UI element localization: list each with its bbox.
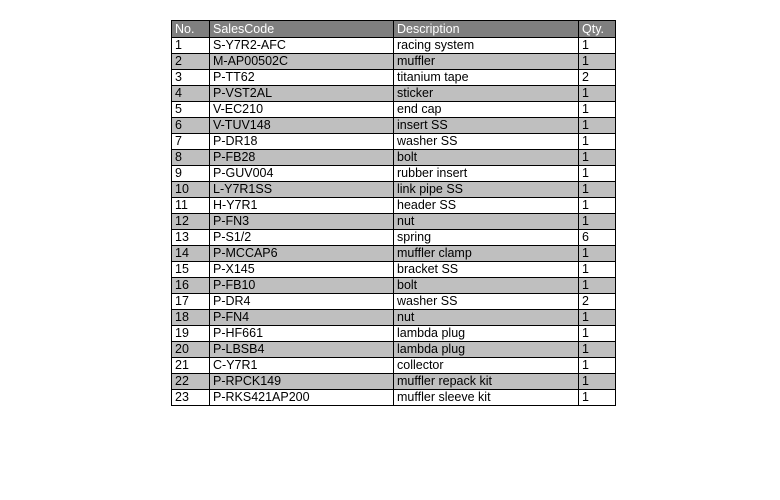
table-row bbox=[172, 358, 616, 374]
cell-salescode: P-LBSB4 bbox=[210, 342, 394, 358]
cell-description: nut bbox=[394, 214, 579, 230]
table-row bbox=[172, 150, 616, 166]
cell-no: 10 bbox=[172, 182, 210, 198]
cell-description: lambda plug bbox=[394, 326, 579, 342]
cell-description: bolt bbox=[394, 150, 579, 166]
cell-no: 1 bbox=[172, 38, 210, 54]
cell-qty: 1 bbox=[579, 262, 616, 278]
cell-qty: 1 bbox=[579, 166, 616, 182]
cell-description: washer SS bbox=[394, 134, 579, 150]
cell-no: 17 bbox=[172, 294, 210, 310]
cell-description: insert SS bbox=[394, 118, 579, 134]
table-row bbox=[172, 310, 616, 326]
cell-description: bracket SS bbox=[394, 262, 579, 278]
cell-salescode: P-FB10 bbox=[210, 278, 394, 294]
cell-no: 13 bbox=[172, 230, 210, 246]
cell-qty: 1 bbox=[579, 390, 616, 406]
cell-no: 14 bbox=[172, 246, 210, 262]
cell-qty: 2 bbox=[579, 294, 616, 310]
table-row bbox=[172, 342, 616, 358]
cell-description: muffler repack kit bbox=[394, 374, 579, 390]
cell-salescode: P-S1/2 bbox=[210, 230, 394, 246]
table-row bbox=[172, 182, 616, 198]
cell-description: collector bbox=[394, 358, 579, 374]
header-salescode: SalesCode bbox=[210, 21, 394, 38]
cell-qty: 1 bbox=[579, 54, 616, 70]
header-no: No. bbox=[172, 21, 210, 38]
table-body bbox=[172, 38, 616, 406]
cell-no: 2 bbox=[172, 54, 210, 70]
cell-no: 22 bbox=[172, 374, 210, 390]
cell-salescode: P-RPCK149 bbox=[210, 374, 394, 390]
cell-salescode: P-MCCAP6 bbox=[210, 246, 394, 262]
cell-description: sticker bbox=[394, 86, 579, 102]
table-row bbox=[172, 230, 616, 246]
cell-qty: 1 bbox=[579, 310, 616, 326]
cell-description: header SS bbox=[394, 198, 579, 214]
table-row bbox=[172, 86, 616, 102]
cell-description: muffler bbox=[394, 54, 579, 70]
table-row bbox=[172, 70, 616, 86]
cell-no: 4 bbox=[172, 86, 210, 102]
cell-salescode: P-FN4 bbox=[210, 310, 394, 326]
cell-description: muffler clamp bbox=[394, 246, 579, 262]
table-row bbox=[172, 166, 616, 182]
cell-qty: 1 bbox=[579, 358, 616, 374]
cell-no: 9 bbox=[172, 166, 210, 182]
cell-no: 21 bbox=[172, 358, 210, 374]
table-row bbox=[172, 54, 616, 70]
cell-salescode: P-GUV004 bbox=[210, 166, 394, 182]
cell-qty: 1 bbox=[579, 118, 616, 134]
table-row bbox=[172, 198, 616, 214]
cell-salescode: P-X145 bbox=[210, 262, 394, 278]
cell-description: nut bbox=[394, 310, 579, 326]
cell-no: 12 bbox=[172, 214, 210, 230]
cell-no: 8 bbox=[172, 150, 210, 166]
cell-no: 5 bbox=[172, 102, 210, 118]
cell-qty: 1 bbox=[579, 198, 616, 214]
cell-salescode: P-FB28 bbox=[210, 150, 394, 166]
cell-description: washer SS bbox=[394, 294, 579, 310]
cell-no: 20 bbox=[172, 342, 210, 358]
cell-salescode: P-HF661 bbox=[210, 326, 394, 342]
cell-description: bolt bbox=[394, 278, 579, 294]
cell-qty: 2 bbox=[579, 70, 616, 86]
cell-no: 15 bbox=[172, 262, 210, 278]
cell-qty: 1 bbox=[579, 102, 616, 118]
cell-qty: 1 bbox=[579, 38, 616, 54]
cell-description: racing system bbox=[394, 38, 579, 54]
cell-description: spring bbox=[394, 230, 579, 246]
cell-salescode: P-DR4 bbox=[210, 294, 394, 310]
cell-description: muffler sleeve kit bbox=[394, 390, 579, 406]
cell-salescode: S-Y7R2-AFC bbox=[210, 38, 394, 54]
table-row bbox=[172, 262, 616, 278]
cell-description: titanium tape bbox=[394, 70, 579, 86]
cell-salescode: P-FN3 bbox=[210, 214, 394, 230]
cell-qty: 1 bbox=[579, 278, 616, 294]
cell-qty: 1 bbox=[579, 86, 616, 102]
table-row bbox=[172, 214, 616, 230]
table-row bbox=[172, 38, 616, 54]
cell-salescode: M-AP00502C bbox=[210, 54, 394, 70]
cell-description: link pipe SS bbox=[394, 182, 579, 198]
table-row bbox=[172, 246, 616, 262]
header-qty: Qty. bbox=[579, 21, 616, 38]
cell-qty: 1 bbox=[579, 342, 616, 358]
cell-no: 23 bbox=[172, 390, 210, 406]
cell-no: 19 bbox=[172, 326, 210, 342]
cell-qty: 1 bbox=[579, 326, 616, 342]
cell-salescode: L-Y7R1SS bbox=[210, 182, 394, 198]
cell-qty: 6 bbox=[579, 230, 616, 246]
table-row bbox=[172, 390, 616, 406]
cell-salescode: C-Y7R1 bbox=[210, 358, 394, 374]
table-row bbox=[172, 118, 616, 134]
cell-qty: 1 bbox=[579, 150, 616, 166]
table-row bbox=[172, 134, 616, 150]
cell-no: 6 bbox=[172, 118, 210, 134]
table-header bbox=[172, 21, 616, 38]
cell-salescode: P-RKS421AP200 bbox=[210, 390, 394, 406]
cell-no: 7 bbox=[172, 134, 210, 150]
cell-salescode: V-TUV148 bbox=[210, 118, 394, 134]
table-row bbox=[172, 294, 616, 310]
cell-qty: 1 bbox=[579, 246, 616, 262]
table-row bbox=[172, 102, 616, 118]
header-description: Description bbox=[394, 21, 579, 38]
cell-description: lambda plug bbox=[394, 342, 579, 358]
cell-no: 3 bbox=[172, 70, 210, 86]
cell-salescode: H-Y7R1 bbox=[210, 198, 394, 214]
parts-list-table bbox=[171, 20, 616, 406]
cell-qty: 1 bbox=[579, 374, 616, 390]
cell-no: 11 bbox=[172, 198, 210, 214]
cell-qty: 1 bbox=[579, 214, 616, 230]
cell-salescode: P-TT62 bbox=[210, 70, 394, 86]
cell-salescode: P-DR18 bbox=[210, 134, 394, 150]
header-row bbox=[172, 21, 616, 38]
cell-no: 18 bbox=[172, 310, 210, 326]
table-row bbox=[172, 374, 616, 390]
cell-salescode: P-VST2AL bbox=[210, 86, 394, 102]
table-row bbox=[172, 278, 616, 294]
cell-description: end cap bbox=[394, 102, 579, 118]
cell-description: rubber insert bbox=[394, 166, 579, 182]
cell-no: 16 bbox=[172, 278, 210, 294]
cell-salescode: V-EC210 bbox=[210, 102, 394, 118]
table-row bbox=[172, 326, 616, 342]
cell-qty: 1 bbox=[579, 182, 616, 198]
cell-qty: 1 bbox=[579, 134, 616, 150]
